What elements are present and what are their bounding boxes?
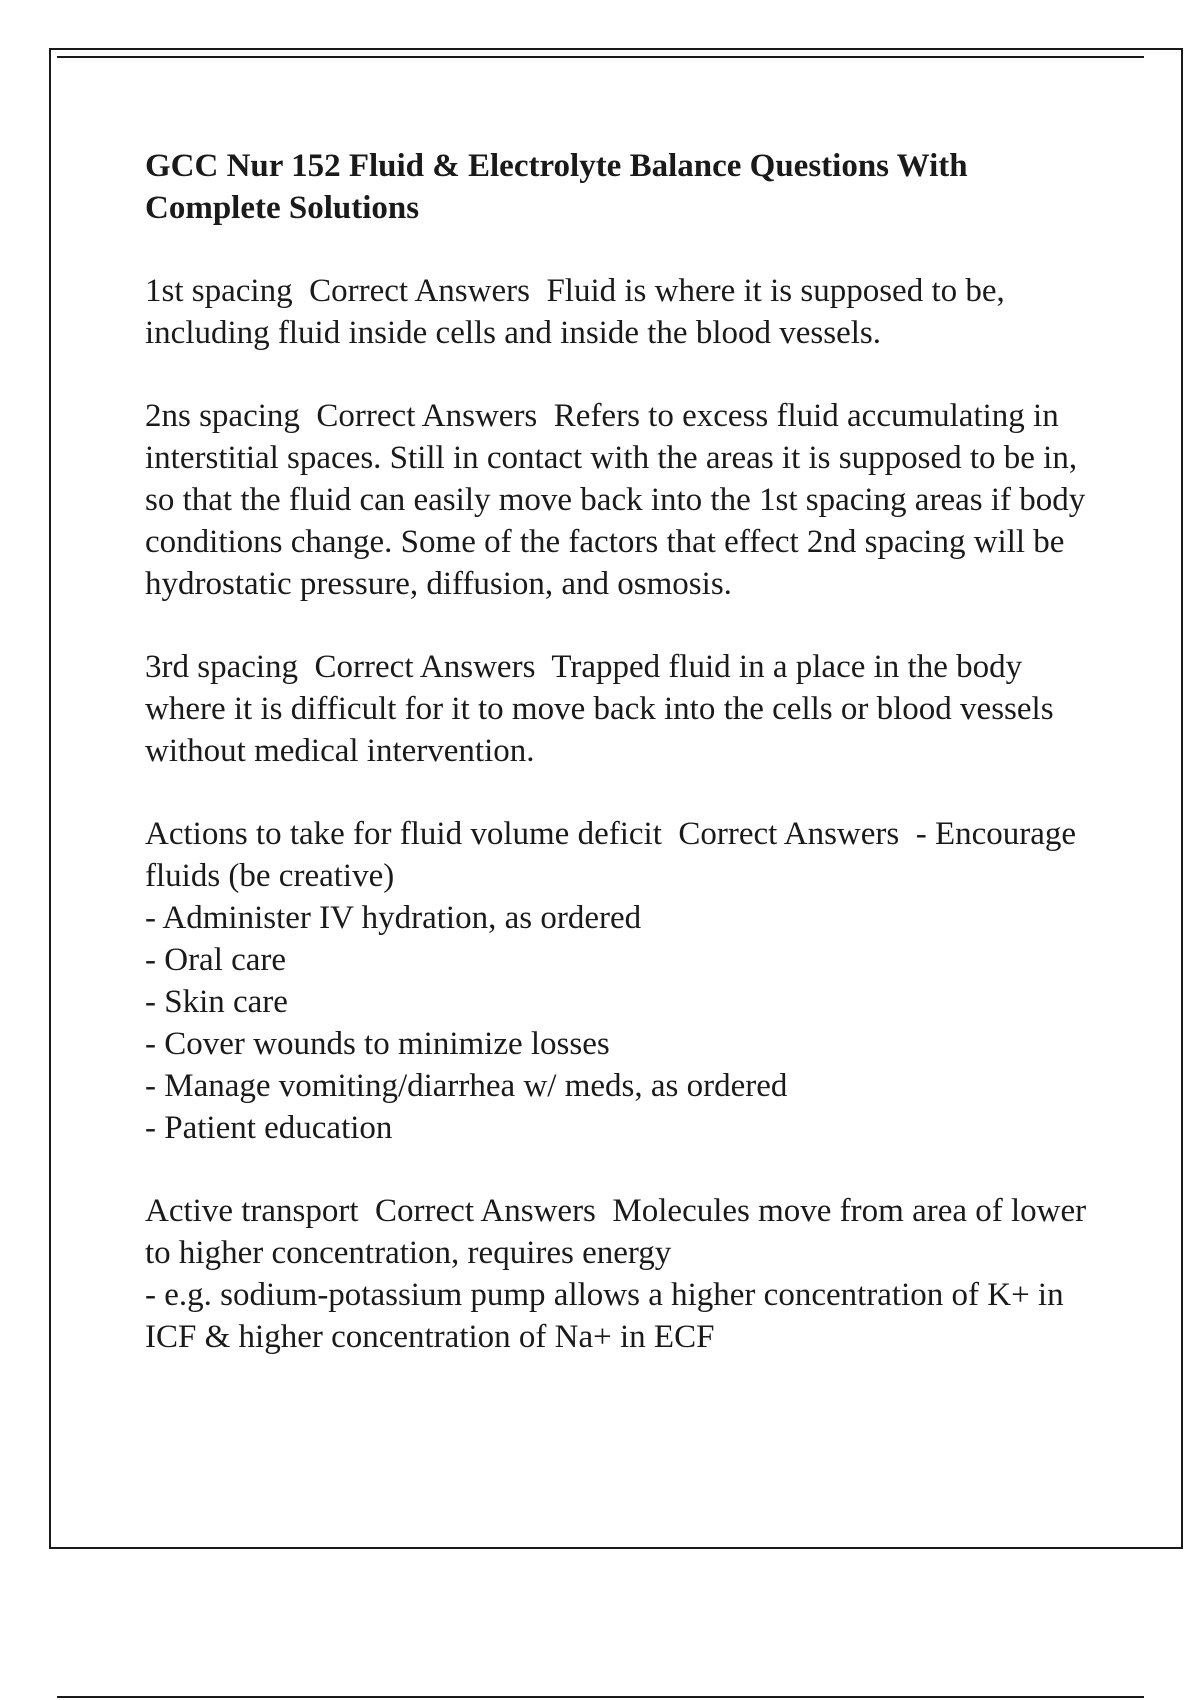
qa-separator: Correct Answers — [314, 649, 536, 685]
list-item: - Manage vomiting/diarrhea w/ meds, as ordered — [145, 1068, 788, 1104]
qa-entry-fluid-volume-deficit — [145, 813, 1095, 1149]
footer-rule — [57, 1696, 1144, 1698]
list-item: - e.g. sodium-potassium pump allows a higher concentration of K+ in ICF & higher concentration of Na+ in ECF — [145, 1277, 1072, 1355]
qa-term: 3rd spacing — [145, 649, 299, 685]
qa-entry-1st-spacing — [145, 270, 1095, 354]
list-item: - Administer IV hydration, as ordered — [145, 900, 642, 936]
qa-answer: Molecules move from area of lower to higher concentration, requires energy — [145, 1193, 1095, 1271]
qa-separator: Correct Answers — [316, 398, 538, 434]
list-item: - Skin care — [145, 984, 288, 1020]
document-body — [145, 145, 1095, 1399]
qa-answer: - Encourage fluids (be creative) — [145, 816, 1085, 894]
qa-term: Active transport — [145, 1193, 359, 1229]
qa-separator: Correct Answers — [375, 1193, 596, 1229]
qa-term: Actions to take for fluid volume deficit — [145, 816, 662, 852]
qa-entry-3rd-spacing — [145, 646, 1095, 772]
qa-term: 1st spacing — [145, 273, 293, 309]
list-item: - Cover wounds to minimize losses — [145, 1026, 610, 1062]
document-title: GCC Nur 152 Fluid & Electrolyte Balance Questions With Complete Solutions — [145, 148, 968, 226]
qa-answer: Fluid is where it is supposed to be, including fluid inside cells and inside the blood vessels. — [145, 273, 1014, 351]
list-item: - Patient education — [145, 1110, 393, 1146]
qa-separator: Correct Answers — [309, 273, 530, 309]
qa-entry-active-transport — [145, 1190, 1095, 1358]
qa-answer: Trapped fluid in a place in the body where it is difficult for it to move back into the cells or blood vessels without medical intervention. — [145, 649, 1062, 769]
qa-entry-2nd-spacing — [145, 395, 1095, 605]
list-item: - Oral care — [145, 942, 287, 978]
qa-separator: Correct Answers — [678, 816, 900, 852]
qa-answer: Refers to excess fluid accumulating in interstitial spaces. Still in contact with the areas it is supposed to be in, so that the fluid can easily move back into the 1st spacing areas if body conditions change. Some of the factors that effect 2nd spacing will be hydrostatic pressure, diffusion, and osmosis. — [145, 398, 1094, 602]
qa-term: 2ns spacing — [145, 398, 300, 434]
